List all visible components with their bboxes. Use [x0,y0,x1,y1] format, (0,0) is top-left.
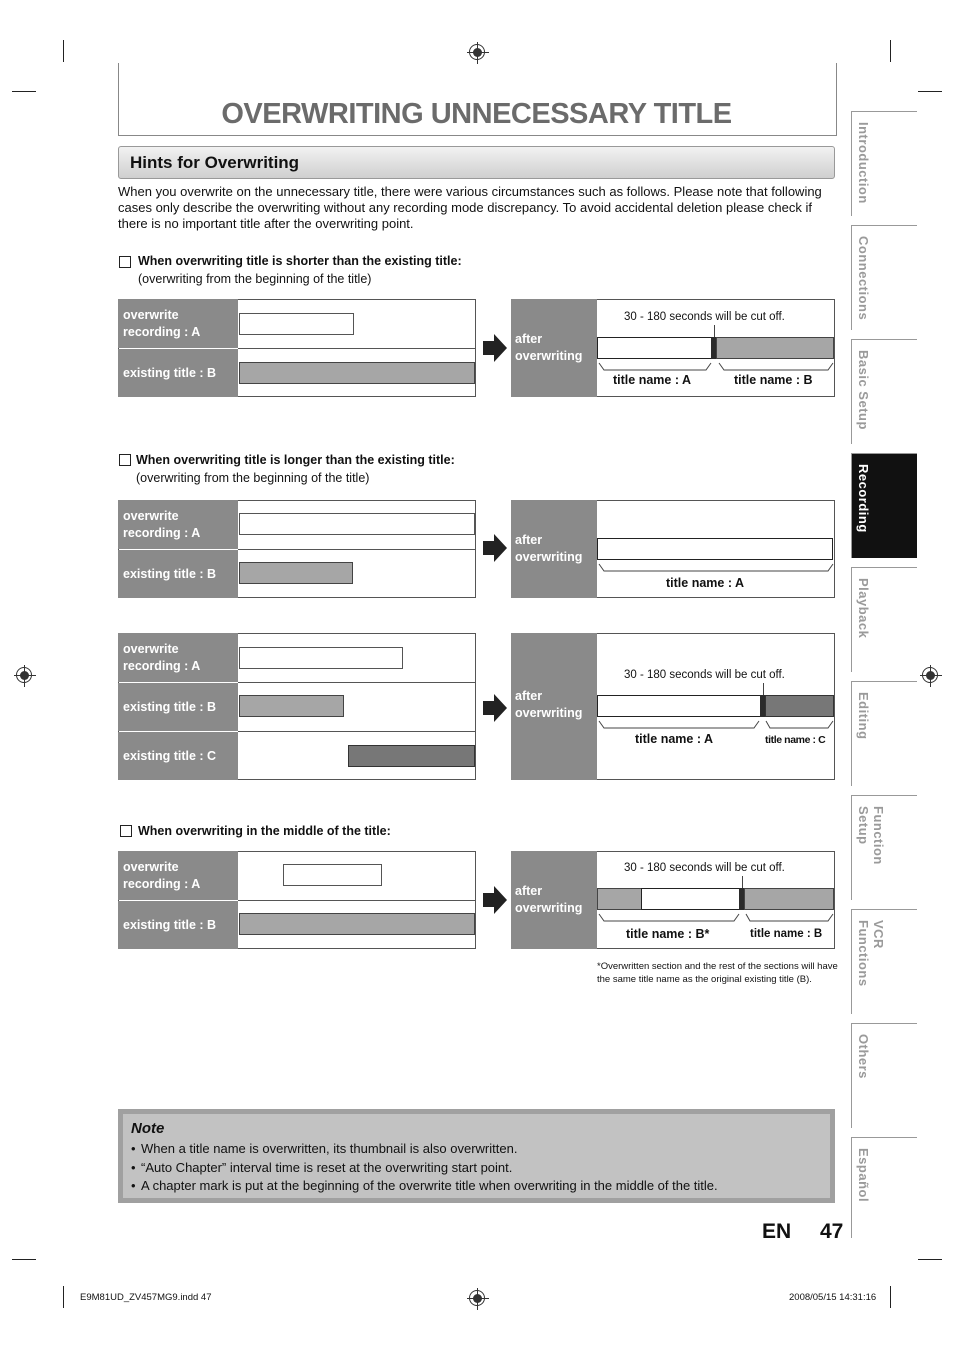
bar-existing-b [239,695,344,717]
section-title: Hints for Overwriting [130,153,300,172]
title-name-b: title name : B [750,928,823,940]
section-header-bar [118,146,835,179]
label-existing-title-b: existing title : B [118,901,238,949]
crop-mark [63,1286,64,1308]
registration-mark-icon [922,667,938,683]
case2-subheading: (overwriting from the beginning of the title) [136,471,370,485]
label-after-overwriting: after overwriting [511,633,597,780]
page-number: 47 [820,1220,844,1243]
bar-recording-a [239,513,475,535]
note-title: Note [131,1120,165,1137]
footnote: *Overwritten section and the rest of the sections will have the same title name as the original existing title (B). [597,961,838,985]
bar-title-a [597,337,712,359]
footer-file: E9M81UD_ZV457MG9.indd 47 [80,1292,212,1303]
bar-title-b-end [744,888,834,910]
bar-existing-c [348,745,475,767]
label-existing-title-b: existing title : B [118,683,238,731]
crop-mark [890,40,891,62]
bracket-icon [598,362,834,372]
tab-vcr-functions[interactable]: VCR Functions [851,909,917,1014]
tab-playback[interactable]: Playback [851,567,917,672]
bar-recording-a [283,864,382,886]
case2-heading: When overwriting title is longer than the existing title: [136,453,455,467]
label-overwrite-recording: overwrite recording : A [118,633,238,682]
crop-mark [63,40,64,62]
crop-mark [918,91,942,92]
bar-existing-b [239,913,475,935]
bar-title-b-start [597,888,642,910]
case1-heading: When overwriting title is shorter than the existing title: [138,254,462,268]
crop-mark [12,91,36,92]
arrow-right-icon [483,334,507,362]
bracket-icon [598,720,834,730]
footer-timestamp: 2008/05/15 14:31:16 [789,1292,877,1303]
label-after-overwriting: after overwriting [511,500,597,598]
cut-note: 30 - 180 seconds will be cut off. [624,862,785,874]
title-name-b: title name : B [734,373,813,387]
case4-heading: When overwriting in the middle of the title: [138,824,391,838]
crop-mark [12,1259,36,1260]
note-item: • When a title name is overwritten, its thumbnail is also overwritten. [131,1140,822,1159]
title-name-c: title name : C [765,734,826,746]
bar-title-a [597,538,833,560]
cut-note: 30 - 180 seconds will be cut off. [624,311,785,323]
bar-title-c [765,695,834,717]
tab-basic-setup[interactable]: Basic Setup [851,339,917,444]
bar-existing-b [239,562,353,584]
crop-mark [890,1286,891,1308]
bracket-icon [598,913,834,923]
label-existing-title-c: existing title : C [118,732,238,780]
note-item: • “Auto Chapter” interval time is reset at the overwriting start point. [131,1159,822,1178]
registration-mark-icon [469,1290,485,1306]
crop-mark [918,1259,942,1260]
label-overwrite-recording: overwrite recording : A [118,851,238,900]
bar-title-a [597,695,761,717]
tab-connections[interactable]: Connections [851,225,917,330]
cut-note: 30 - 180 seconds will be cut off. [624,669,785,681]
note-box [118,1109,835,1203]
registration-mark-icon [469,44,485,60]
label-existing-title-b: existing title : B [118,550,238,598]
title-name-b-star: title name : B* [626,927,710,941]
tab-espanol[interactable]: Español [851,1137,917,1238]
tab-introduction[interactable]: Introduction [851,111,917,216]
checkbox-icon [120,825,132,837]
tab-recording[interactable]: Recording [851,453,917,558]
case1-subheading: (overwriting from the beginning of the title) [138,272,372,286]
title-name-a: title name : A [635,732,714,746]
tab-others[interactable]: Others [851,1023,917,1128]
label-overwrite-recording: overwrite recording : A [118,299,238,348]
arrow-right-icon [483,886,507,914]
title-name-a: title name : A [613,373,692,387]
checkbox-icon [119,256,131,268]
note-item: • A chapter mark is put at the beginning of the overwrite title when overwriting in the middle of the title. [131,1177,822,1196]
bracket-icon [598,563,834,573]
label-after-overwriting: after overwriting [511,851,597,949]
label-after-overwriting: after overwriting [511,299,597,397]
page-title: OVERWRITING UNNECESSARY TITLE [221,98,732,130]
arrow-right-icon [483,534,507,562]
intro-paragraph: When you overwrite on the unnecessary title, there were various circumstances such as follows. Please note that following cases only describe the overwriting without any recording mode discrepancy. To avoid accidental deletion please check if there is no important title after the overwriting point. [118,184,822,231]
bar-title-a-middle [641,888,741,910]
tab-editing[interactable]: Editing [851,681,917,786]
tab-function-setup[interactable]: Function Setup [851,795,917,900]
title-name-a: title name : A [666,576,745,590]
checkbox-icon [119,454,131,466]
bar-existing-b [239,362,475,384]
bar-recording-a [239,313,354,335]
bar-recording-a [239,647,403,669]
arrow-right-icon [483,694,507,722]
label-existing-title-b: existing title : B [118,349,238,397]
registration-mark-icon [16,667,32,683]
label-overwrite-recording: overwrite recording : A [118,500,238,549]
bar-title-b [716,337,834,359]
page-language: EN [762,1220,792,1243]
